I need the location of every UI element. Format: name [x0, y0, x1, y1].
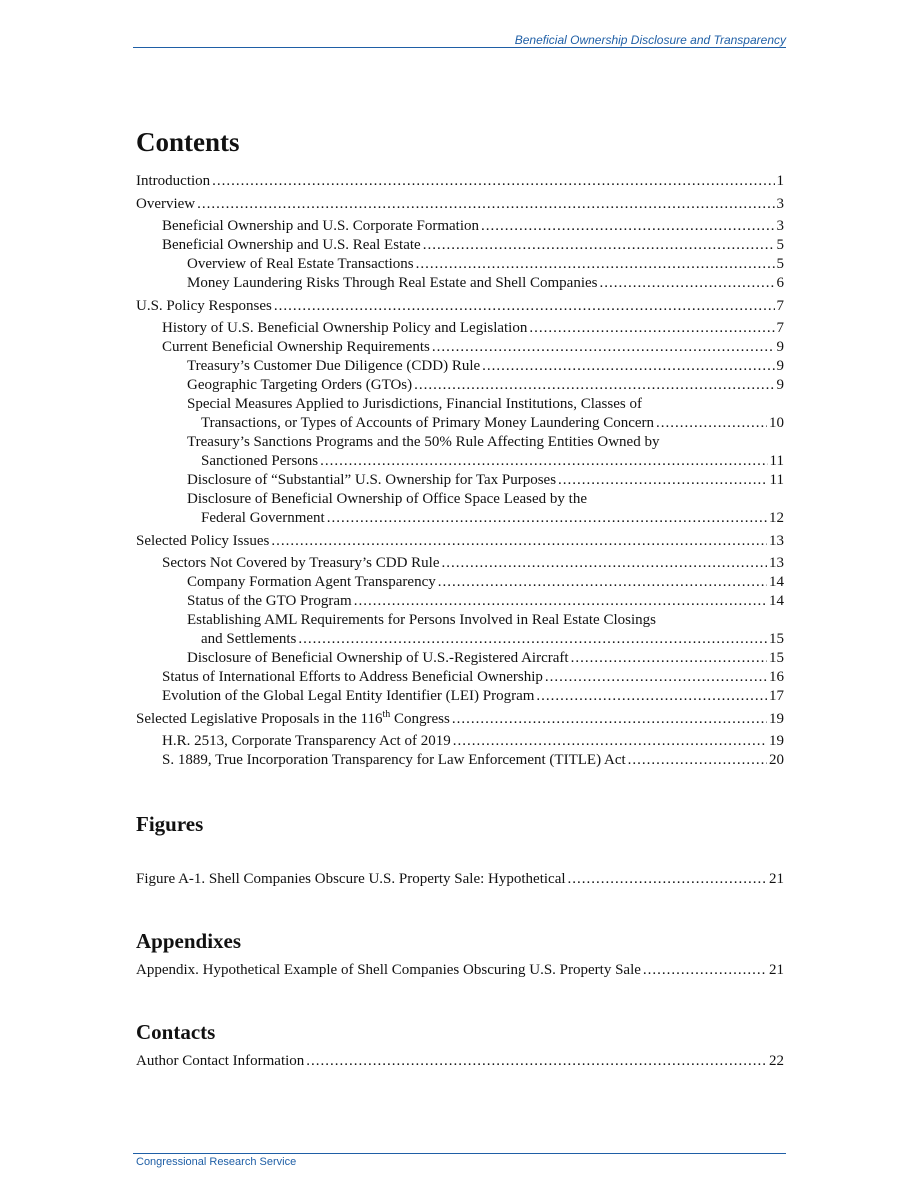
- footer-rule: [133, 1153, 786, 1154]
- toc-entry-label-part: Selected Legislative Proposals in the 116: [136, 711, 383, 727]
- toc-entry-label: Figure A-1. Shell Companies Obscure U.S. Property Sale: Hypothetical: [136, 871, 566, 887]
- toc-entry-label: Overview: [136, 196, 196, 212]
- toc-entry[interactable]: [136, 255, 784, 274]
- toc-page-number: 14: [769, 593, 784, 609]
- dot-leader: [442, 554, 768, 573]
- toc-page-number: 13: [769, 555, 784, 571]
- dot-leader: [298, 630, 767, 649]
- toc-page-number: 3: [776, 218, 784, 234]
- toc-page-number: 21: [769, 962, 784, 978]
- toc-page-number: 1: [776, 173, 784, 189]
- appendixes-heading: Appendixes: [136, 929, 242, 953]
- toc-entry[interactable]: [136, 433, 784, 471]
- dot-leader: [558, 471, 768, 490]
- dot-leader: [423, 236, 775, 255]
- header-rule: [133, 47, 786, 48]
- dot-leader: [482, 357, 774, 376]
- toc-entry[interactable]: [136, 554, 784, 573]
- toc-entry[interactable]: [136, 490, 784, 528]
- dot-leader: [212, 172, 774, 191]
- toc-page-number: 3: [776, 196, 784, 212]
- toc-entry-policy-responses[interactable]: [136, 297, 784, 316]
- toc-entry-introduction[interactable]: [136, 172, 784, 191]
- dot-leader: [432, 338, 775, 357]
- toc-entry-label-line1: Treasury’s Sanctions Programs and the 50% Rule Affecting Entities Owned by: [187, 434, 660, 450]
- dot-leader: [320, 452, 767, 471]
- dot-leader: [600, 274, 775, 293]
- dot-leader: [306, 1052, 767, 1071]
- toc-entry-label: Overview of Real Estate Transactions: [187, 256, 414, 272]
- toc-entry-label: Selected Policy Issues: [136, 533, 270, 549]
- toc-page-number: 17: [769, 688, 784, 704]
- toc-entry[interactable]: [136, 649, 784, 668]
- toc-page-number: 9: [776, 358, 784, 374]
- toc-entry[interactable]: [136, 274, 784, 293]
- toc-entry-label: Company Formation Agent Transparency: [187, 574, 436, 590]
- toc-entry-label: Geographic Targeting Orders (GTOs): [187, 377, 413, 393]
- dot-leader: [643, 961, 767, 980]
- toc-page-number: 19: [769, 733, 784, 749]
- toc-entry-label: Appendix. Hypothetical Example of Shell Companies Obscuring U.S. Property Sale: [136, 962, 641, 978]
- toc-entry[interactable]: [136, 357, 784, 376]
- toc-entry-label: Transactions, or Types of Accounts of Primary Money Laundering Concern: [201, 415, 655, 431]
- dot-leader: [545, 668, 767, 687]
- toc-entry-label: Introduction: [136, 173, 211, 189]
- toc-entry-label: Disclosure of Beneficial Ownership of U.S.-Registered Aircraft: [187, 650, 569, 666]
- contents-heading: Contents: [136, 127, 240, 157]
- toc-page-number: 12: [769, 510, 784, 526]
- dot-leader: [197, 195, 774, 214]
- toc-page-number: 19: [769, 711, 784, 727]
- toc-entry-label: H.R. 2513, Corporate Transparency Act of 2019: [162, 733, 451, 749]
- toc-entry-label: Status of International Efforts to Address Beneficial Ownership: [162, 669, 543, 685]
- toc-page-number: 7: [776, 298, 784, 314]
- dot-leader: [438, 573, 767, 592]
- toc-entry[interactable]: [136, 668, 784, 687]
- toc-entry[interactable]: [136, 319, 784, 338]
- toc-page-number: 21: [769, 871, 784, 887]
- toc-page-number: 20: [769, 752, 784, 768]
- ordinal-suffix: th: [382, 709, 391, 720]
- toc-entry-label: and Settlements: [201, 631, 297, 647]
- dot-leader: [453, 732, 767, 751]
- figures-heading: Figures: [136, 812, 204, 836]
- toc-entry-label: Sectors Not Covered by Treasury’s CDD Rule: [162, 555, 440, 571]
- toc-entry[interactable]: [136, 471, 784, 490]
- toc-entry-label-part: Congress: [390, 711, 450, 727]
- toc-page-number: 11: [769, 472, 784, 488]
- toc-entry-figure[interactable]: [136, 870, 784, 889]
- toc-entry-label: Money Laundering Risks Through Real Estate and Shell Companies: [187, 275, 598, 291]
- toc-entry-label: Author Contact Information: [136, 1053, 305, 1069]
- toc-page-number: 10: [769, 415, 784, 431]
- toc-entry-overview[interactable]: [136, 195, 784, 214]
- toc-entry-contact[interactable]: [136, 1052, 784, 1071]
- dot-leader: [274, 297, 775, 316]
- dot-leader: [536, 687, 767, 706]
- dot-leader: [414, 376, 774, 395]
- toc-entry-label: History of U.S. Beneficial Ownership Policy and Legislation: [162, 320, 528, 336]
- toc-entry[interactable]: [136, 236, 784, 255]
- dot-leader: [452, 710, 767, 729]
- toc-entry-label: Federal Government: [201, 510, 325, 526]
- toc-entry-label: S. 1889, True Incorporation Transparency for Law Enforcement (TITLE) Act: [162, 752, 626, 768]
- toc-page-number: 5: [776, 237, 784, 253]
- toc-entry-label: Sanctioned Persons: [201, 453, 319, 469]
- toc-entry[interactable]: [136, 573, 784, 592]
- toc-page-number: 13: [769, 533, 784, 549]
- dot-leader: [416, 255, 775, 274]
- toc-page-number: 11: [769, 453, 784, 469]
- toc-entry-appendix[interactable]: [136, 961, 784, 980]
- toc-entry[interactable]: [136, 687, 784, 706]
- toc-entry-label: Status of the GTO Program: [187, 593, 352, 609]
- toc-page-number: 22: [769, 1053, 784, 1069]
- dot-leader: [656, 414, 767, 433]
- dot-leader: [529, 319, 774, 338]
- toc-page-number: 7: [776, 320, 784, 336]
- dot-leader: [271, 532, 767, 551]
- dot-leader: [571, 649, 767, 668]
- dot-leader: [327, 509, 767, 528]
- toc-page-number: 15: [769, 650, 784, 666]
- dot-leader: [481, 217, 774, 236]
- toc-entry[interactable]: [136, 338, 784, 357]
- toc-page-number: 9: [776, 339, 784, 355]
- toc-page-number: 16: [769, 669, 784, 685]
- dot-leader: [568, 870, 767, 889]
- toc-entry-label: Evolution of the Global Legal Entity Identifier (LEI) Program: [162, 688, 535, 704]
- toc-entry-label: Treasury’s Customer Due Diligence (CDD) Rule: [187, 358, 481, 374]
- toc-entry-label: [136, 710, 450, 729]
- toc-page-number: 6: [776, 275, 784, 291]
- toc-entry[interactable]: [136, 751, 784, 770]
- toc-entry-label: Beneficial Ownership and U.S. Real Estate: [162, 237, 421, 253]
- toc-entry-label: U.S. Policy Responses: [136, 298, 272, 314]
- toc-entry-label-line1: Disclosure of Beneficial Ownership of Office Space Leased by the: [187, 491, 587, 507]
- toc-page-number: 15: [769, 631, 784, 647]
- table-of-contents: [136, 124, 784, 1071]
- toc-entry-label: Disclosure of “Substantial” U.S. Ownership for Tax Purposes: [187, 472, 557, 488]
- toc-entry[interactable]: [136, 217, 784, 236]
- toc-page-number: 9: [776, 377, 784, 393]
- toc-entry[interactable]: [136, 611, 784, 649]
- toc-entry-label-line1: Special Measures Applied to Jurisdictions, Financial Institutions, Classes of: [187, 396, 642, 412]
- toc-entry[interactable]: [136, 592, 784, 611]
- running-header: Beneficial Ownership Disclosure and Transparency: [514, 33, 786, 47]
- toc-entry[interactable]: [136, 376, 784, 395]
- toc-entry-selected-policy-issues[interactable]: [136, 532, 784, 551]
- toc-page-number: 5: [776, 256, 784, 272]
- toc-entry-label: Beneficial Ownership and U.S. Corporate Formation: [162, 218, 480, 234]
- toc-entry[interactable]: [136, 395, 784, 433]
- running-footer: Congressional Research Service: [136, 1156, 297, 1168]
- contacts-heading: Contacts: [136, 1020, 216, 1044]
- toc-page-number: 14: [769, 574, 784, 590]
- toc-entry-label-line1: Establishing AML Requirements for Persons Involved in Real Estate Closings: [187, 612, 656, 628]
- toc-entry-label: Current Beneficial Ownership Requirements: [162, 339, 430, 355]
- toc-entry[interactable]: [136, 732, 784, 751]
- toc-entry-legislative-proposals[interactable]: [136, 710, 784, 729]
- dot-leader: [628, 751, 767, 770]
- dot-leader: [354, 592, 767, 611]
